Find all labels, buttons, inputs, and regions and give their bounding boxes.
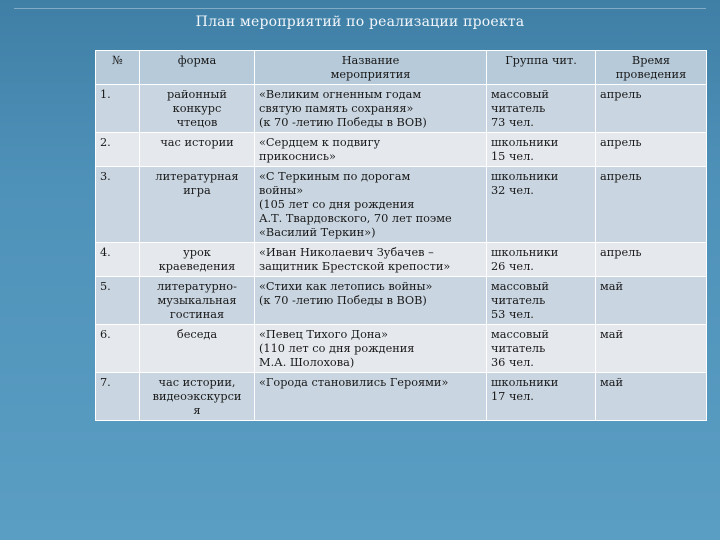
row-time: апрель [596, 243, 707, 277]
table-row [96, 243, 707, 277]
header-form: форма [140, 51, 255, 85]
row-time: апрель [596, 133, 707, 167]
row-reader-group: школьники 26 чел. [487, 243, 596, 277]
row-number: 1. [96, 85, 140, 133]
row-form: час истории [140, 133, 255, 167]
row-form: беседа [140, 325, 255, 373]
row-event-name: «Иван Николаевич Зубачев – защитник Брестской крепости» [255, 243, 487, 277]
row-form: литературная игра [140, 167, 255, 243]
row-event-name: «Великим огненным годам святую память сохраняя» (к 70 -летию Победы в ВОВ) [255, 85, 487, 133]
row-time: май [596, 325, 707, 373]
header-time: Время проведения [596, 51, 707, 85]
row-form: урок краеведения [140, 243, 255, 277]
table-row [96, 277, 707, 325]
table-row [96, 325, 707, 373]
row-number: 6. [96, 325, 140, 373]
events-plan-table [95, 50, 707, 421]
row-reader-group: массовый читатель 36 чел. [487, 325, 596, 373]
row-form: литературно- музыкальная гостиная [140, 277, 255, 325]
row-form: час истории, видеоэкскурси я [140, 373, 255, 421]
row-event-name: «Стихи как летопись войны» (к 70 -летию Победы в ВОВ) [255, 277, 487, 325]
row-event-name: «Сердцем к подвигу прикоснись» [255, 133, 487, 167]
slide-top-rule [14, 8, 706, 9]
table-row [96, 167, 707, 243]
row-number: 3. [96, 167, 140, 243]
slide-title: План мероприятий по реализации проекта [195, 14, 525, 30]
row-reader-group: массовый читатель 73 чел. [487, 85, 596, 133]
row-reader-group: школьники 32 чел. [487, 167, 596, 243]
row-time: апрель [596, 85, 707, 133]
table-row [96, 133, 707, 167]
row-event-name: «Певец Тихого Дона» (110 лет со дня рождения М.А. Шолохова) [255, 325, 487, 373]
row-reader-group: школьники 15 чел. [487, 133, 596, 167]
header-number: № [96, 51, 140, 85]
row-reader-group: школьники 17 чел. [487, 373, 596, 421]
row-event-name: «Города становились Героями» [255, 373, 487, 421]
row-reader-group: массовый читатель 53 чел. [487, 277, 596, 325]
table-row [96, 373, 707, 421]
row-time: апрель [596, 167, 707, 243]
row-number: 4. [96, 243, 140, 277]
row-time: май [596, 373, 707, 421]
row-number: 7. [96, 373, 140, 421]
row-form: районный конкурс чтецов [140, 85, 255, 133]
table-header-row [96, 51, 707, 85]
row-number: 5. [96, 277, 140, 325]
row-event-name: «С Теркиным по дорогам войны» (105 лет со дня рождения А.Т. Твардовского, 70 лет поэме «Василий Теркин») [255, 167, 487, 243]
header-event-name: Название мероприятия [255, 51, 487, 85]
row-number: 2. [96, 133, 140, 167]
row-time: май [596, 277, 707, 325]
header-reader-group: Группа чит. [487, 51, 596, 85]
table-row [96, 85, 707, 133]
